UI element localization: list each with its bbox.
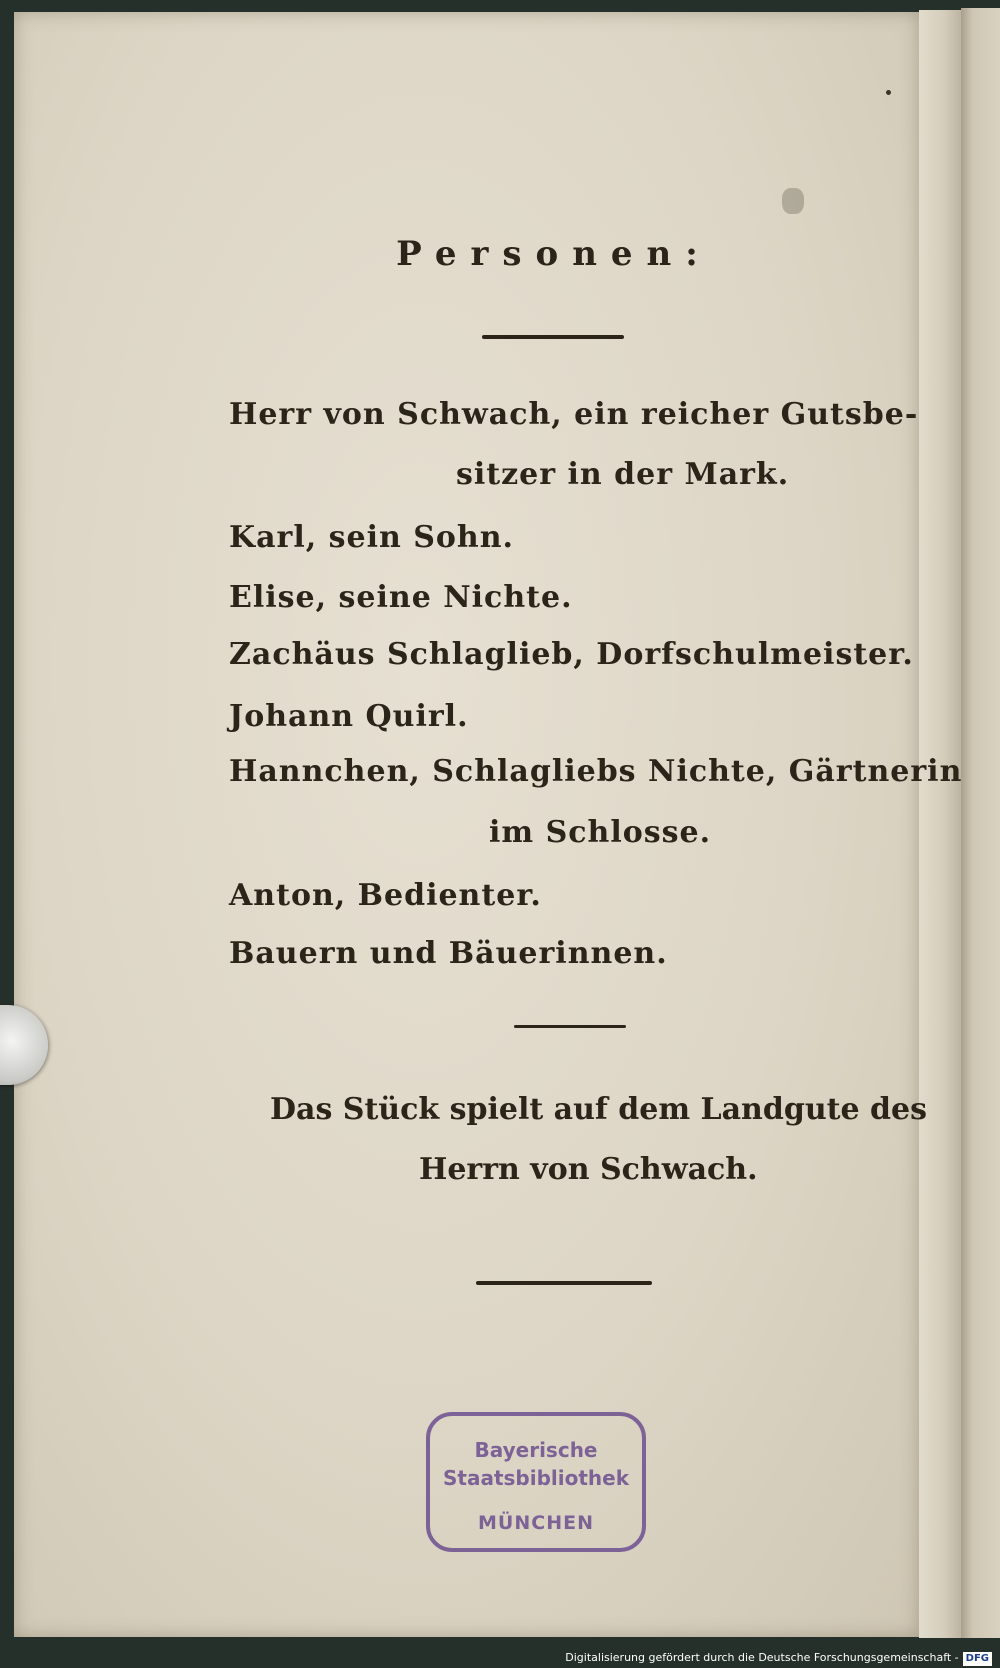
cast-line: Johann Quirl.: [229, 699, 469, 734]
stamp-line: Bayerische: [474, 1438, 598, 1462]
stamp-line: Staatsbibliothek: [442, 1466, 630, 1490]
page-heading: Personen:: [396, 234, 712, 274]
cast-line: im Schlosse.: [489, 815, 712, 850]
cast-line: Anton, Bedienter.: [229, 878, 542, 913]
cast-line: Karl, sein Sohn.: [229, 520, 514, 555]
cast-line: sitzer in der Mark.: [456, 457, 790, 492]
divider-rule-bottom: [476, 1281, 652, 1285]
cast-line: Hannchen, Schlagliebs Nichte, Gärtnerin: [229, 754, 963, 789]
setting-line: Das Stück spielt auf dem Landgute des: [270, 1092, 927, 1127]
book-page: [14, 12, 963, 1637]
cast-line: Herr von Schwach, ein reicher Gutsbe-: [229, 397, 919, 432]
divider-rule-top: [482, 335, 624, 339]
paper-stain: [782, 188, 804, 214]
cast-line: Bauern und Bäuerinnen.: [229, 936, 668, 971]
library-stamp: [426, 1412, 646, 1552]
dfg-logo: DFG: [963, 1652, 992, 1666]
divider-rule-middle: [514, 1025, 626, 1028]
cast-line: Zachäus Schlaglieb, Dorfschulmeister.: [229, 637, 914, 672]
digitization-credit: [565, 1650, 992, 1666]
cast-line: Elise, seine Nichte.: [229, 580, 573, 615]
setting-line: Herrn von Schwach.: [419, 1152, 758, 1187]
ink-speck: [886, 90, 891, 95]
stamp-line: MÜNCHEN: [478, 1512, 594, 1534]
credit-text: Digitalisierung gefördert durch die Deutsche Forschungsgemeinschaft -: [565, 1651, 959, 1664]
